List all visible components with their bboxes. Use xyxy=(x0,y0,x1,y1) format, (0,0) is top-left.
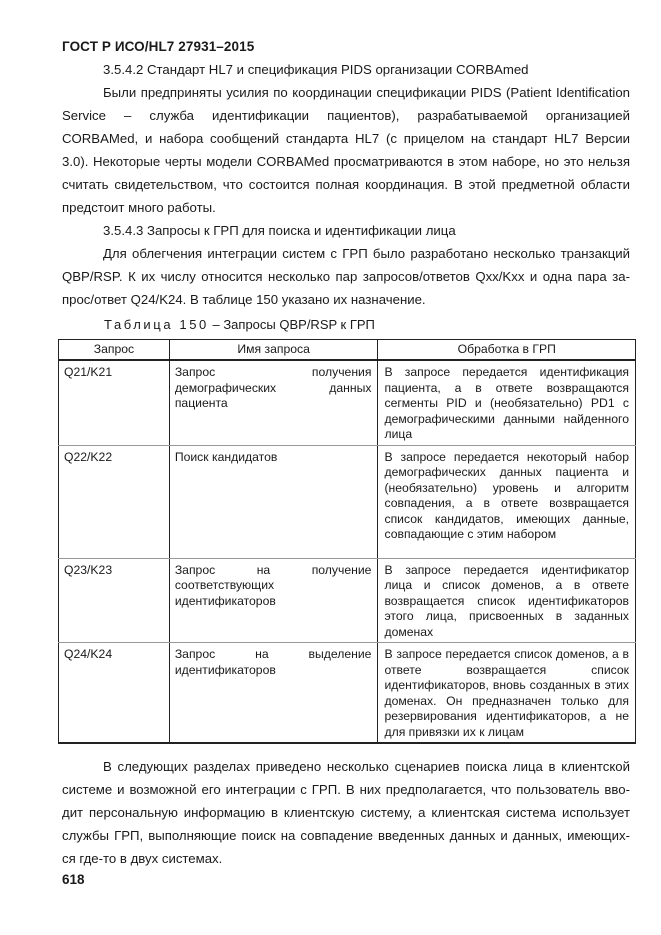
cell-processing: В запросе передается список доменов, а в ответе возвращается список идентификаторов, вновь созданных в этих доменах. Он предназначен только для резервирования идентификаторов, а не для привязки их к лицам xyxy=(378,643,636,744)
cell-processing: В запросе передается идентификатор лица и список доменов, а в ответе возвращается список идентификаторов этого лица, присвоенных в заданных доменах xyxy=(378,558,636,643)
cell-request-name: Поиск кандидатов xyxy=(169,445,378,558)
paragraph-line: службы ГРП, выполняющие поиск на совпадение введенных данных и данных, имеющих- xyxy=(62,828,630,843)
paragraph-line: Service – служба идентификации пациентов), разрабатываемой организацией xyxy=(62,108,630,123)
paragraph-line: дит персональную информацию в клиентскую систему, а клиентская система использует xyxy=(62,805,630,820)
paragraph-line: прос/ответ Q24/K24. В таблице 150 указано их назначение. xyxy=(62,292,426,307)
column-header-processing: Обработка в ГРП xyxy=(378,340,636,361)
cell-request-name: Запрос на получение соответствующих идентификаторов xyxy=(169,558,378,643)
requests-table xyxy=(58,339,636,744)
cell-request-code: Q22/K22 xyxy=(59,445,170,558)
paragraph-line: Для облегчения интеграции систем с ГРП было разработано несколько транзакций xyxy=(103,246,630,261)
cell-processing: В запросе передается идентификация пациента, а в ответе возвращаются сегменты PID и (необязательно) PD1 с демографическими данными найденного лица xyxy=(378,360,636,445)
paragraph-line: Были предприняты усилия по координации спецификации PIDS (Patient Identification xyxy=(103,85,630,100)
document-header: ГОСТ Р ИСО/HL7 27931–2015 xyxy=(62,39,255,54)
cell-request-name: Запрос на выделение идентификаторов xyxy=(169,643,378,744)
section-heading-3-5-4-2: 3.5.4.2 Стандарт HL7 и спецификация PIDS организации CORBAmed xyxy=(103,62,529,77)
column-header-request: Запрос xyxy=(59,340,170,361)
page-number: 618 xyxy=(62,872,85,887)
table-caption-title: – Запросы QBP/RSP к ГРП xyxy=(208,317,375,332)
cell-request-name: Запрос получения демографических данных пациента xyxy=(169,360,378,445)
table-header-row xyxy=(59,340,636,361)
paragraph-line: считать свидетельством, что состоится полная координация. В этой предметной области xyxy=(62,177,630,192)
cell-request-code: Q21/K21 xyxy=(59,360,170,445)
table-caption xyxy=(104,317,375,332)
table-row xyxy=(59,558,636,643)
paragraph-line: системе и возможной его интеграции с ГРП. В них предполагается, что пользователь вво- xyxy=(62,782,630,797)
section-heading-3-5-4-3: 3.5.4.3 Запросы к ГРП для поиска и идентификации лица xyxy=(103,223,456,238)
paragraph-line: ся где-то в двух системах. xyxy=(62,851,223,866)
paragraph-line: CORBAMed, и набора сообщений стандарта HL7 (с прицелом на стандарт HL7 Версии xyxy=(62,131,630,146)
paragraph-line: 3.0). Некоторые черты модели CORBAMed просматриваются в этом наборе, но это нельзя xyxy=(62,154,630,169)
table-row xyxy=(59,643,636,744)
cell-request-code: Q24/K24 xyxy=(59,643,170,744)
paragraph-line: предстоит много работы. xyxy=(62,200,216,215)
cell-processing: В запросе передается некоторый набор демографических данных пациента и (необязательно) уровень и алгоритм совпадения, а в ответе возвращается список кандидатов, имеющих данные, совпадающие с этим набором xyxy=(378,445,636,558)
column-header-request-name: Имя запроса xyxy=(169,340,378,361)
table-row xyxy=(59,360,636,445)
table-caption-label: Таблица 150 xyxy=(104,317,209,332)
cell-request-code: Q23/K23 xyxy=(59,558,170,643)
paragraph-line: В следующих разделах приведено несколько сценариев поиска лица в клиентской xyxy=(103,759,630,774)
table-row xyxy=(59,445,636,558)
paragraph-line: QBP/RSP. К их числу относится несколько пар запросов/ответов Qxx/Kxx и одна пара за- xyxy=(62,269,630,284)
